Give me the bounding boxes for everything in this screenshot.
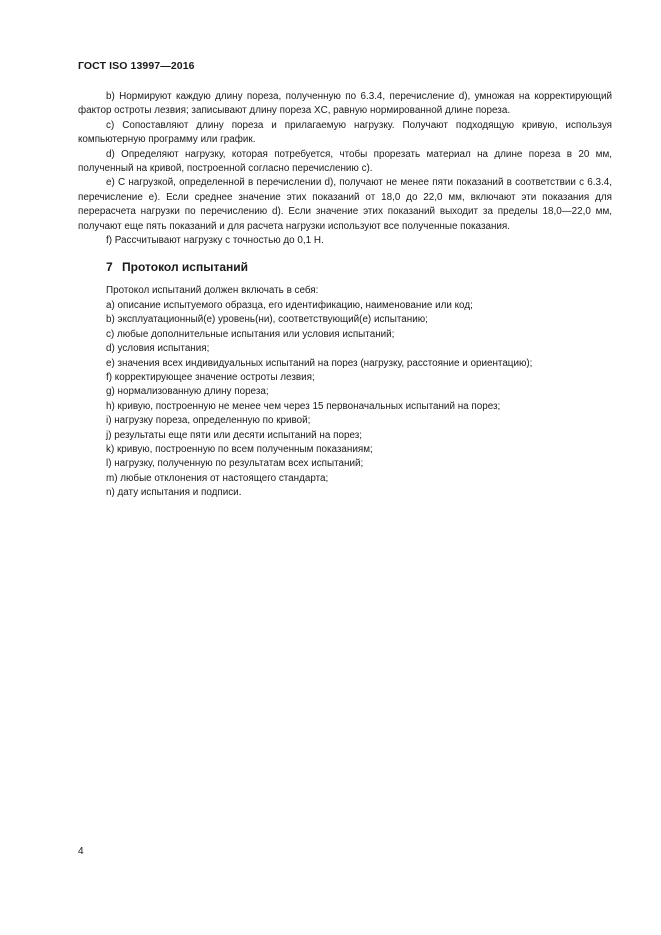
- list-item: d) условия испытания;: [106, 343, 210, 355]
- section-heading: [106, 260, 612, 274]
- list-item: j) результаты еще пяти или десяти испытаний на порез;: [106, 429, 362, 441]
- paragraph-e: e) С нагрузкой, определенной в перечислении d), получают не менее пяти показаний в соответствии с 6.3.4, перечисление e). Если среднее значение этих показаний от 18,0 до 22,0 мм, включают эти показания для перерасчета нагрузки по перечислению d). Если значение этих показаний выходит за пределы 18,0—22,0 мм, получают еще пять показаний и для расчета нагрузки используют все полученные показания.: [78, 177, 612, 232]
- list-item: h) кривую, построенную не менее чем через 15 первоначальных испытаний на порез;: [106, 400, 501, 412]
- list-item: c) любые дополнительные испытания или условия испытаний;: [106, 328, 395, 340]
- report-items-list: [78, 299, 612, 501]
- list-item: e) значения всех индивидуальных испытаний на порез (нагрузку, расстояние и ориентацию);: [106, 357, 533, 369]
- list-item: b) эксплуатационный(е) уровень(ни), соответствующий(е) испытанию;: [106, 314, 428, 326]
- section-number: 7: [106, 260, 113, 275]
- paragraph-f: f) Рассчитывают нагрузку с точностью до 0,1 Н.: [106, 235, 324, 247]
- section-title: Протокол испытаний: [122, 260, 249, 275]
- section-intro: Протокол испытаний должен включать в себя:: [106, 285, 319, 297]
- paragraph-b: b) Нормируют каждую длину пореза, полученную по 6.3.4, перечисление d), умножая на корректирующий фактор остроты лезвия; записывают длину пореза XC, равную нормированной длине пореза.: [78, 91, 612, 117]
- list-item: n) дату испытания и подписи.: [106, 487, 242, 499]
- document-header: ГОСТ ISO 13997—2016: [78, 60, 195, 72]
- list-item: l) нагрузку, полученную по результатам всех испытаний;: [106, 458, 364, 470]
- list-item: f) корректирующее значение остроты лезвия;: [106, 371, 315, 383]
- list-item: i) нагрузку пореза, определенную по кривой;: [106, 415, 311, 427]
- document-body: [78, 90, 612, 501]
- list-item: m) любые отклонения от настоящего стандарта;: [106, 472, 329, 484]
- list-item: a) описание испытуемого образца, его идентификацию, наименование или код;: [106, 299, 473, 311]
- list-item: k) кривую, построенную по всем полученным показаниям;: [106, 443, 373, 455]
- paragraph-d: d) Определяют нагрузку, которая потребуется, чтобы прорезать материал на длине пореза в 20 мм, полученный на кривой, построенной согласно перечислению с).: [78, 148, 612, 175]
- paragraph-c: c) Сопоставляют длину пореза и прилагаемую нагрузку. Получают подходящую кривую, используя компьютерную программу или график.: [78, 119, 612, 146]
- page-number: 4: [78, 846, 84, 857]
- list-item: g) нормализованную длину пореза;: [106, 386, 269, 398]
